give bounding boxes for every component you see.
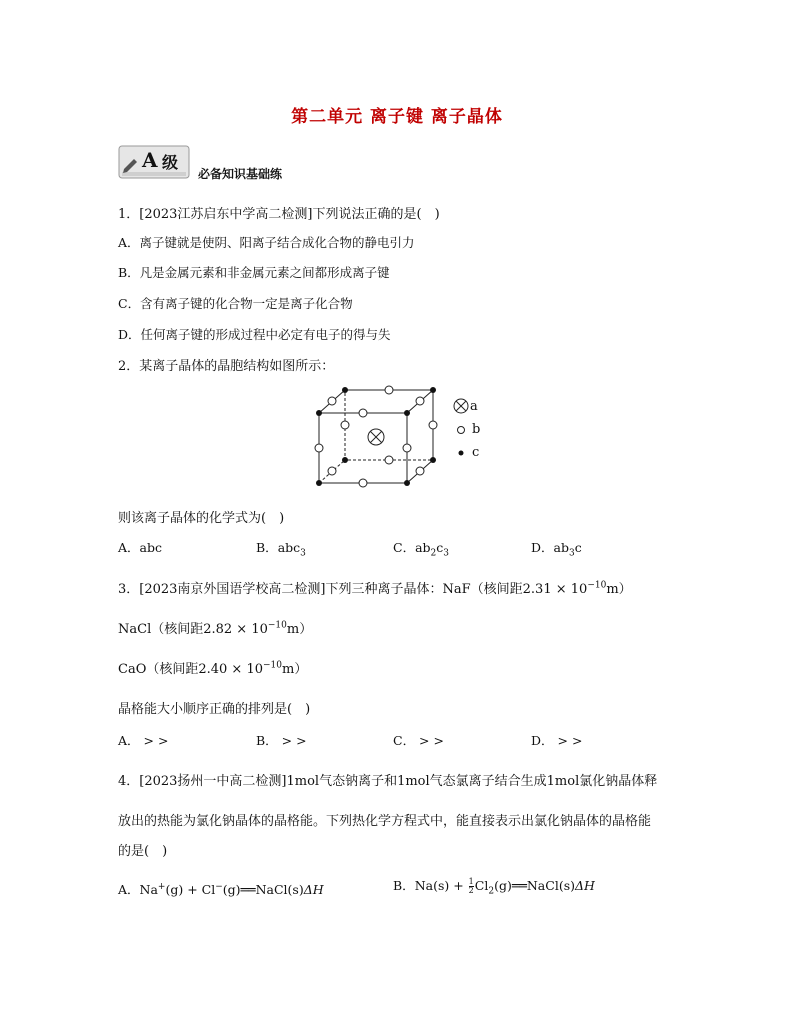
- q3-nacl: NaCl（核间距$2.82 \times 10^{-10}m$）: [118, 620, 313, 637]
- legend-c-icon: [459, 451, 464, 456]
- q4-option-a: A．Na+(g) + Cl−(g)══NaCl(s)ΔH: [118, 881, 324, 897]
- section-subtitle: 必备知识基础练: [198, 167, 283, 181]
- q4-line-2: 放出的热能为氯化钠晶体的晶格能。下列热化学方程式中，能直接表示出氯化钠晶体的晶格能: [118, 814, 652, 829]
- q3-option-b: B． > >: [256, 733, 307, 748]
- q2-stem: 2．某离子晶体的晶胞结构如图所示：: [118, 359, 335, 374]
- q3-stem: 3．[2023南京外国语学校高二检测]下列三种离子晶体：NaF（核间距$2.31 \times 10^{-10}m$）: [118, 580, 632, 597]
- legend-a-label: a: [470, 399, 478, 414]
- fraction-one-half: $\frac{1}{2}$: [468, 877, 474, 895]
- center-particle-a: [368, 429, 384, 445]
- legend-a-icon: [454, 399, 468, 413]
- level-a-badge: [118, 145, 190, 179]
- q1-option-b: B．凡是金属元素和非金属元素之间都形成离子键: [118, 265, 390, 280]
- q2-option-d: D．$ab_3c$: [531, 540, 582, 559]
- q3-option-d: D． > >: [531, 733, 583, 748]
- q4-option-b: B．Na(s) + $\frac{1}{2}$ $Cl_2(g)══NaCl(s)\Delta H$: [393, 877, 595, 897]
- legend-b-icon: [458, 427, 465, 434]
- q3-option-a: A． > >: [118, 733, 169, 748]
- legend-b-label: b: [472, 422, 481, 437]
- q4-line-1: 4．[2023扬州一中高二检测]1mol气态钠离子和1mol气态氯离子结合生成1mol氯化钠晶体释: [118, 774, 658, 789]
- q4-line-3: 的是( ): [118, 844, 168, 859]
- q1-stem: 1．[2023江苏启东中学高二检测]下列说法正确的是( ): [118, 207, 440, 222]
- q2-option-b: B．abc$_3$: [256, 540, 306, 559]
- q2-prompt: 则该离子晶体的化学式为( ): [118, 511, 285, 526]
- q1-option-d: D．任何离子键的形成过程中必定有电子的得与失: [118, 327, 391, 342]
- q1-option-a: A．离子键就是使阴、阳离子结合成化合物的静电引力: [118, 235, 415, 250]
- page-title: 第二单元 离子键 离子晶体: [291, 107, 503, 127]
- q3-prompt: 晶格能大小顺序正确的排列是( ): [118, 702, 311, 717]
- q3-cao: CaO（核间距$2.40 \times 10^{-10}m$）: [118, 660, 308, 677]
- q2-option-a: A．abc: [118, 540, 162, 555]
- q2-option-c: C．$ab_2c_3$: [393, 540, 450, 559]
- crystal-cell-svg: [305, 383, 490, 493]
- badge-letter: A: [142, 148, 158, 172]
- q3-option-c: C． > >: [393, 733, 444, 748]
- q1-option-c: C．含有离子键的化合物一定是离子化合物: [118, 296, 353, 311]
- crystal-cell-diagram: [305, 383, 490, 493]
- legend-c-label: c: [472, 445, 480, 460]
- badge-text: 级: [162, 153, 179, 172]
